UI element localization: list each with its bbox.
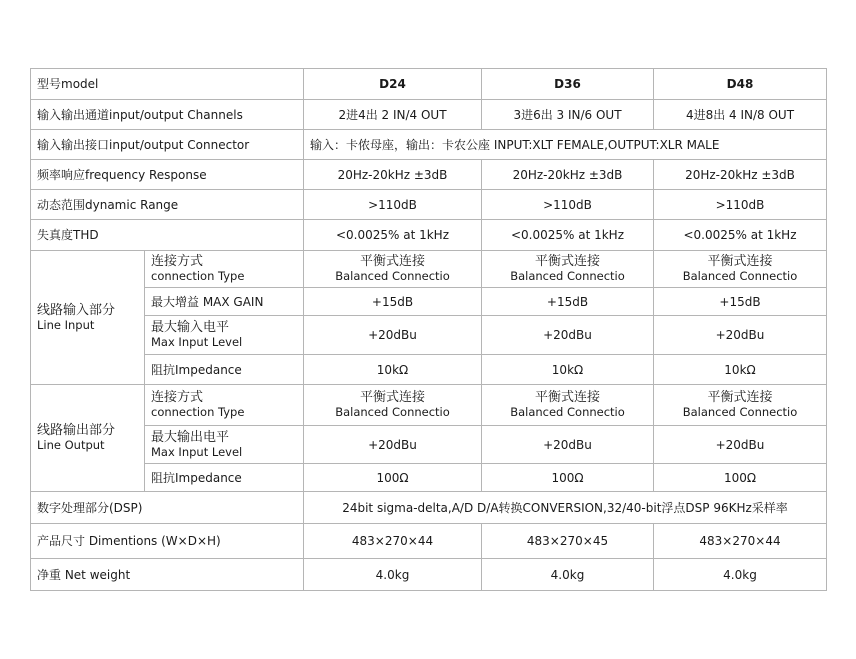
freq-value: 20Hz-20kHz ±3dB	[654, 160, 827, 190]
input-level-cn: 最大输入电平	[151, 320, 230, 335]
conn-value-cn: 平衡式连接	[707, 390, 773, 405]
input-imp-value: 10kΩ	[304, 355, 482, 385]
input-level-value: +20dBu	[304, 316, 482, 355]
input-gain-value: +15dB	[304, 288, 482, 316]
line-output-en: Line Output	[37, 438, 105, 452]
table-row	[31, 316, 827, 355]
line-input-cn: 线路输入部分	[37, 302, 116, 318]
output-conn-cn: 连接方式	[151, 390, 204, 405]
input-conn-label	[145, 251, 304, 288]
output-level-label	[145, 426, 304, 464]
output-imp-value: 100Ω	[654, 464, 827, 492]
conn-value-en: Balanced Connectio	[510, 405, 625, 419]
dsp-label: 数字处理部分(DSP)	[31, 492, 304, 524]
output-level-cn: 最大输出电平	[151, 429, 230, 445]
table-row	[31, 385, 827, 426]
conn-value-cn: 平衡式连接	[534, 254, 600, 269]
freq-value: 20Hz-20kHz ±3dB	[482, 160, 654, 190]
table-row	[31, 160, 827, 190]
weight-value: 4.0kg	[304, 559, 482, 591]
connector-label: 输入输出接口input/output Connector	[31, 130, 304, 160]
table-row	[31, 355, 827, 385]
model-d48: D48	[654, 69, 827, 100]
conn-value-en: Balanced Connectio	[682, 269, 798, 283]
size-label: 产品尺寸 Dimentions (W×D×H)	[31, 524, 304, 559]
weight-value: 4.0kg	[482, 559, 654, 591]
input-conn-cn: 连接方式	[151, 254, 204, 269]
output-conn-value	[654, 385, 827, 426]
input-level-label	[145, 316, 304, 355]
size-value: 483×270×44	[304, 524, 482, 559]
weight-label: 净重 Net weight	[31, 559, 304, 591]
conn-value-cn: 平衡式连接	[707, 254, 773, 269]
input-gain-value: +15dB	[482, 288, 654, 316]
table-row	[31, 492, 827, 524]
line-input-group	[31, 251, 145, 385]
weight-value: 4.0kg	[654, 559, 827, 591]
output-level-value: +20dBu	[304, 426, 482, 464]
output-conn-en: connection Type	[151, 405, 245, 419]
dsp-value: 24bit sigma-delta,A/D D/A转换CONVERSION,32/40-bit浮点DSP 96KHz采样率	[304, 492, 827, 524]
output-conn-value	[304, 385, 482, 426]
model-d24: D24	[304, 69, 482, 100]
input-conn-value	[304, 251, 482, 288]
model-label: 型号model	[31, 69, 304, 100]
output-conn-label	[145, 385, 304, 426]
conn-value-en: Balanced Connectio	[335, 269, 450, 283]
table-row	[31, 524, 827, 559]
input-gain-label: 最大增益 MAX GAIN	[145, 288, 304, 316]
dynamic-value: >110dB	[654, 190, 827, 220]
input-imp-value: 10kΩ	[482, 355, 654, 385]
thd-value: <0.0025% at 1kHz	[304, 220, 482, 251]
freq-label: 频率响应frequency Response	[31, 160, 304, 190]
input-imp-label: 阻抗Impedance	[145, 355, 304, 385]
input-gain-value: +15dB	[654, 288, 827, 316]
conn-value-en: Balanced Connectio	[335, 405, 450, 419]
table-row	[31, 559, 827, 591]
freq-value: 20Hz-20kHz ±3dB	[304, 160, 482, 190]
table-row	[31, 288, 827, 316]
spec-table	[30, 68, 827, 591]
output-level-value: +20dBu	[654, 426, 827, 464]
dynamic-label: 动态范围dynamic Range	[31, 190, 304, 220]
input-conn-value	[482, 251, 654, 288]
thd-value: <0.0025% at 1kHz	[654, 220, 827, 251]
output-level-en: Max Input Level	[151, 444, 243, 459]
dynamic-value: >110dB	[482, 190, 654, 220]
line-output-group	[31, 385, 145, 492]
output-imp-value: 100Ω	[304, 464, 482, 492]
table-row	[31, 100, 827, 130]
dynamic-value: >110dB	[304, 190, 482, 220]
input-level-value: +20dBu	[482, 316, 654, 355]
channels-value: 4进8出 4 IN/8 OUT	[654, 100, 827, 130]
table-row	[31, 464, 827, 492]
conn-value-en: Balanced Connectio	[682, 405, 798, 419]
connector-value: 输入：卡侬母座，输出：卡农公座 INPUT:XLT FEMALE,OUTPUT:XLR MALE	[304, 130, 827, 160]
table-row	[31, 130, 827, 160]
table-row	[31, 251, 827, 288]
channels-label: 输入输出通道input/output Channels	[31, 100, 304, 130]
channels-value: 2进4出 2 IN/4 OUT	[304, 100, 482, 130]
conn-value-cn: 平衡式连接	[359, 390, 425, 405]
size-value: 483×270×45	[482, 524, 654, 559]
channels-value: 3进6出 3 IN/6 OUT	[482, 100, 654, 130]
table-row	[31, 426, 827, 464]
input-level-value: +20dBu	[654, 316, 827, 355]
conn-value-cn: 平衡式连接	[534, 390, 600, 405]
thd-value: <0.0025% at 1kHz	[482, 220, 654, 251]
input-imp-value: 10kΩ	[654, 355, 827, 385]
table-row	[31, 190, 827, 220]
input-conn-en: connection Type	[151, 269, 245, 283]
output-imp-label: 阻抗Impedance	[145, 464, 304, 492]
size-value: 483×270×44	[654, 524, 827, 559]
output-conn-value	[482, 385, 654, 426]
output-level-value: +20dBu	[482, 426, 654, 464]
line-input-en: Line Input	[37, 317, 95, 332]
input-conn-value	[654, 251, 827, 288]
output-imp-value: 100Ω	[482, 464, 654, 492]
table-row-header	[31, 69, 827, 100]
conn-value-en: Balanced Connectio	[510, 269, 625, 283]
line-output-cn: 线路输出部分	[37, 423, 116, 438]
thd-label: 失真度THD	[31, 220, 304, 251]
input-level-en: Max Input Level	[151, 335, 243, 349]
table-row	[31, 220, 827, 251]
conn-value-cn: 平衡式连接	[359, 254, 425, 269]
model-d36: D36	[482, 69, 654, 100]
